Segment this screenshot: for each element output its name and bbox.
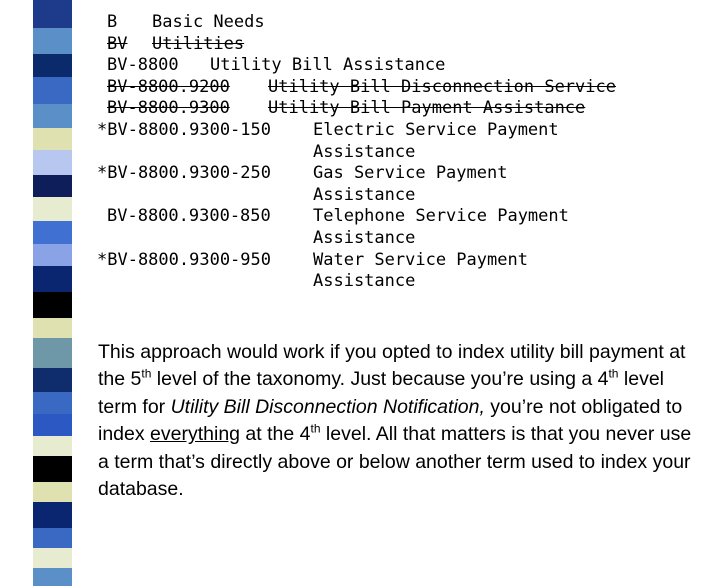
stripe-block bbox=[33, 338, 72, 368]
paragraph-text: level of the taxonomy. Just because you’re using a 4 bbox=[151, 368, 609, 391]
stripe-block bbox=[33, 175, 72, 197]
stripe-block bbox=[33, 197, 72, 221]
italic-term: Utility Bill Disconnection Notification, bbox=[170, 395, 485, 418]
taxonomy-code: *BV-8800.9300-250 bbox=[97, 163, 271, 184]
taxonomy-term: Gas Service Payment bbox=[313, 163, 508, 184]
stripe-block bbox=[33, 221, 72, 244]
superscript-th: th bbox=[608, 366, 619, 381]
stripe-block bbox=[33, 104, 72, 128]
stripe-block bbox=[33, 456, 72, 482]
stripe-block bbox=[33, 128, 72, 150]
taxonomy-term: Assistance bbox=[313, 141, 416, 162]
paragraph-text: at the 4 bbox=[240, 423, 311, 446]
stripe-block bbox=[33, 482, 72, 502]
taxonomy-term: Basic Needs bbox=[152, 12, 265, 32]
taxonomy-code: *BV-8800.9300-150 bbox=[97, 120, 271, 140]
stripe-block bbox=[33, 0, 72, 28]
taxonomy-term: Utility Bill Disconnection Service bbox=[268, 76, 616, 97]
stripe-block bbox=[33, 436, 72, 456]
taxonomy-term: Utilities bbox=[152, 33, 245, 54]
superscript-th: th bbox=[310, 421, 321, 436]
stripe-block bbox=[33, 244, 72, 266]
taxonomy-term: Utility Bill Payment Assistance bbox=[268, 98, 586, 119]
taxonomy-term: Water Service Payment bbox=[313, 249, 528, 270]
paragraph-text: level. All that matters is that you never use a term that’s directly above or below another term used to index your database. bbox=[98, 423, 692, 501]
stripe-block bbox=[33, 54, 72, 77]
stripe-block bbox=[33, 77, 72, 104]
taxonomy-term: Assistance bbox=[313, 184, 416, 205]
taxonomy-code: BV-8800.9300 bbox=[107, 98, 230, 119]
underlined-word: everything bbox=[150, 423, 241, 446]
paragraph-text: level term for bbox=[98, 368, 665, 418]
stripe-block bbox=[33, 150, 72, 175]
taxonomy-code: *BV-8800.9300-950 bbox=[97, 249, 271, 270]
taxonomy-term: Electric Service Payment bbox=[313, 120, 559, 140]
taxonomy-code: BV-8800.9200 bbox=[107, 76, 230, 97]
paragraph-text: you’re not obligated to index bbox=[98, 395, 683, 446]
superscript-th: th bbox=[141, 366, 152, 381]
taxonomy-code: BV-8800.9300-850 bbox=[107, 206, 271, 227]
paragraph-text: This approach would work if you opted to index utility bill payment at the 5 bbox=[98, 341, 686, 391]
stripe-block bbox=[33, 414, 72, 436]
stripe-block bbox=[33, 392, 72, 414]
stripe-block bbox=[33, 548, 72, 568]
taxonomy-term: Assistance bbox=[313, 228, 416, 248]
explanation-paragraph bbox=[98, 339, 698, 503]
stripe-block bbox=[33, 292, 72, 318]
stripe-block bbox=[33, 368, 72, 392]
taxonomy-code: BV bbox=[107, 33, 128, 54]
stripe-block bbox=[33, 528, 72, 548]
decorative-color-stripe bbox=[33, 0, 72, 540]
taxonomy-term: Assistance bbox=[313, 271, 416, 292]
taxonomy-code: B bbox=[107, 12, 118, 32]
taxonomy-term: Utility Bill Assistance bbox=[210, 55, 446, 76]
stripe-block bbox=[33, 28, 72, 54]
stripe-block bbox=[33, 266, 72, 292]
taxonomy-code: BV-8800 bbox=[107, 55, 179, 76]
stripe-block bbox=[33, 318, 72, 338]
stripe-block bbox=[33, 568, 72, 586]
taxonomy-term: Telephone Service Payment bbox=[313, 206, 569, 227]
stripe-block bbox=[33, 502, 72, 528]
